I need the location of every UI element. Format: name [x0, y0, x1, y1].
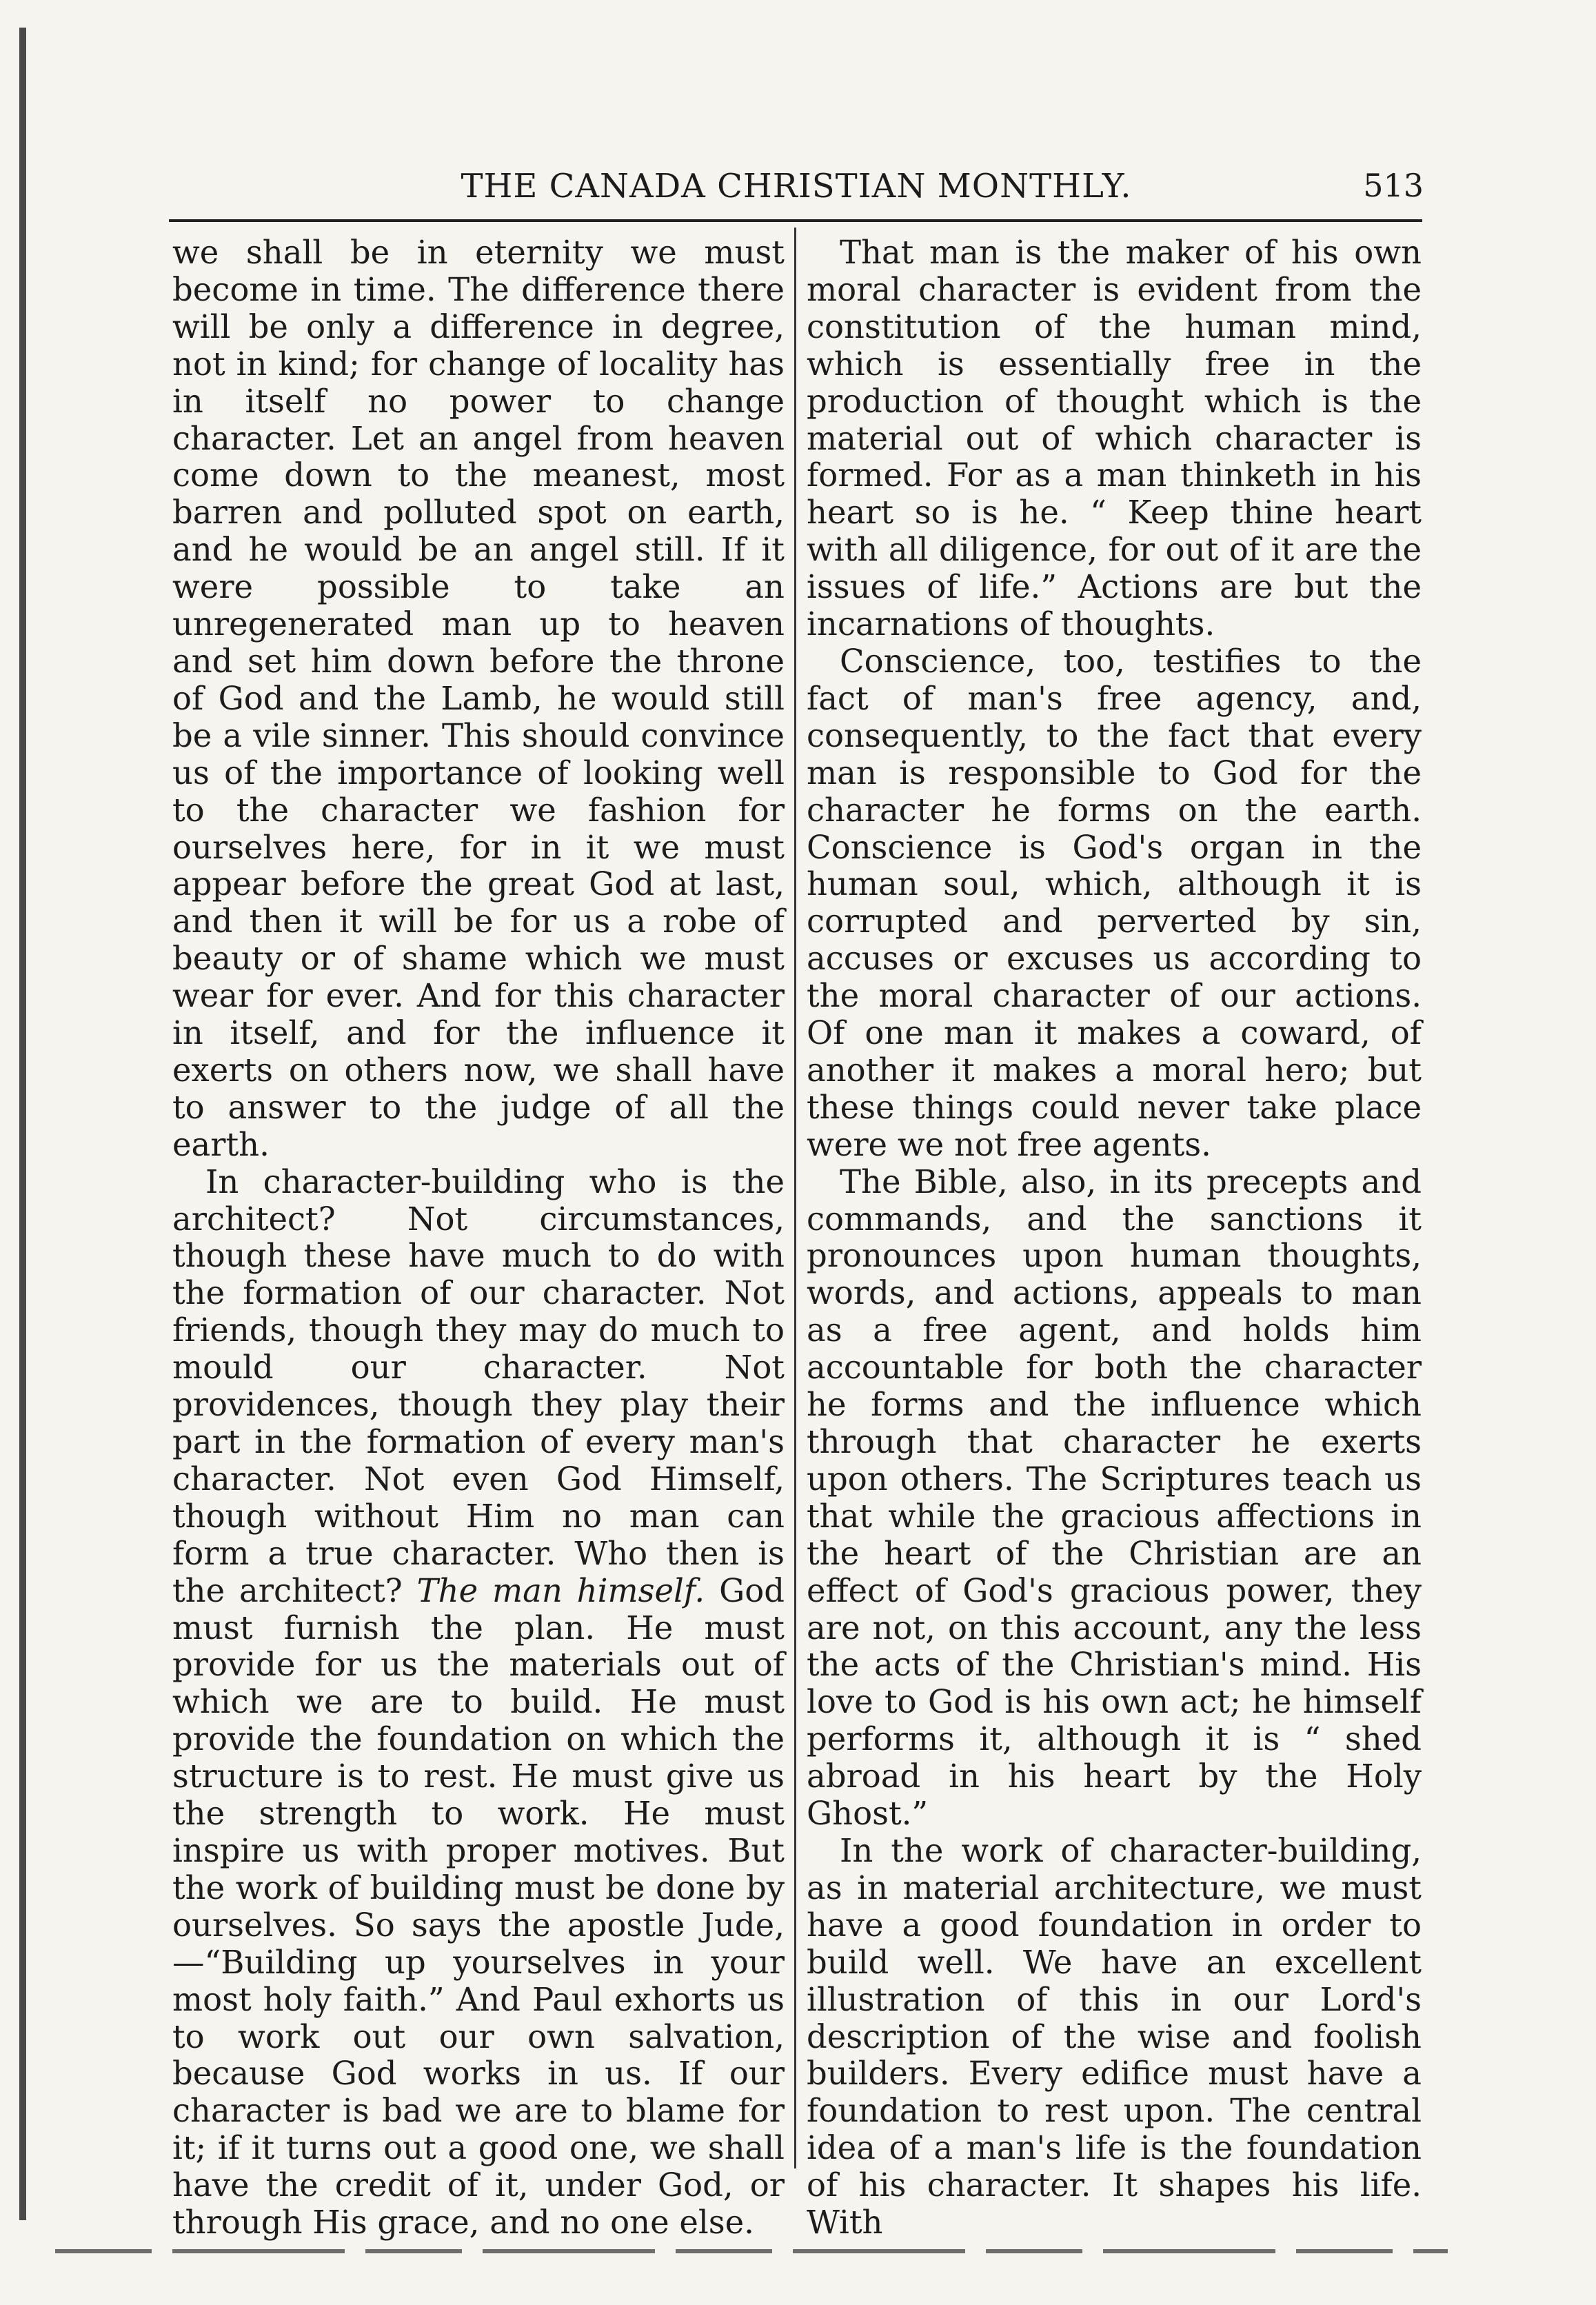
header-rule — [169, 219, 1422, 222]
paragraph: Conscience, too, testifies to the fact of man's free agency, and, consequently, to the fact that every man is responsible to God for the character he forms on the earth. Conscience is God's organ in the human soul, which, although it is corrupted and perverted by sin, accuses or excuses us according to the moral character of our actions. Of one man it makes a coward, of another it makes a moral hero; but these things could never take place were we not free agents. — [807, 642, 1422, 1163]
left-column — [172, 234, 785, 2242]
page-binding-edge — [19, 28, 26, 2220]
paragraph — [172, 1164, 785, 2242]
paragraph: The Bible, also, in its precepts and commands, and the sanctions it pronounces upon human thoughts, words, and actions, appeals to man as a free agent, and holds him accountable for both the character he forms and the influence which through that character he exerts upon others. The Scriptures teach us that while the gracious affections in the heart of the Christian are an effect of God's gracious power, they are not, on this account, any the less the acts of the Christian's mind. His love to God is his own act; he himself performs it, although it is “ shed abroad in his heart by the Holy Ghost.” — [807, 1162, 1422, 1833]
right-column — [807, 234, 1422, 2242]
paragraph: we shall be in eternity we must become in time. The difference there will be only a difference in degree, not in kind; for change of locality has in itself no power to change character. Let an angel from heaven come down to the meanest, most barren and polluted spot on earth, and he would be an angel still. If it were possible to take an unregenerated man up to heaven and set him down before the throne of God and the Lamb, he would still be a vile sinner. This should convince us of the importance of looking well to the character we fashion for ourselves here, for in it we must appear before the great God at last, and then it will be for us a robe of beauty or of shame which we must wear for ever. And for this character in itself, and for the influence it exerts on others now, we shall have to answer to the judge of all the earth. — [172, 234, 785, 1163]
page-number: 513 — [1363, 167, 1424, 204]
paragraph: In the work of character-building, as in material architecture, we must have a good foundation in order to build well. We have an excellent illustration of this in our Lord's description of the wise and foolish builders. Every edifice must have a foundation to rest upon. The central idea of a man's life is the foundation of his character. It shapes his life. With — [807, 1831, 1422, 2242]
paragraph-text: In character-building who is the architect? Not circumstances, though these have much to do with the formation of our character. Not friends, though they may do much to mould our character. Not providences, though they play their part in the formation of every man's character. Not even God Himself, though without Him no man can form a true character. Who then is the architect? — [172, 1162, 785, 1609]
paragraph: That man is the maker of his own moral character is evident from the constitution of the human mind, which is essentially free in the production of thought which is the material out of which character is formed. For as a man thinketh in his heart so is he. “ Keep thine heart with all diligence, for out of it are the issues of life.” Actions are but the incarnations of thoughts. — [807, 234, 1422, 643]
journal-title: THE CANADA CHRISTIAN MONTHLY. — [461, 167, 1132, 205]
running-header — [169, 167, 1424, 215]
emphasis-text: The man himself. — [416, 1571, 705, 1609]
paragraph-text: God must furnish the plan. He must provide for us the materials out of which we are to build. He must provide the foundation on which the structure is to rest. He must give us the strength to work. He must inspire us with proper motives. But the work of building must be done by ourselves. So says the apostle Jude, —“Building up yourselves in your most holy faith.” And Paul exhorts us to work out our own salvation, because God works in us. If our character is bad we are to blame for it; if it turns out a good one, we shall have the credit of it, under God, or through His grace, and no one else. — [172, 1571, 785, 2242]
column-divider — [794, 228, 796, 2168]
bottom-rule — [55, 2249, 1448, 2253]
